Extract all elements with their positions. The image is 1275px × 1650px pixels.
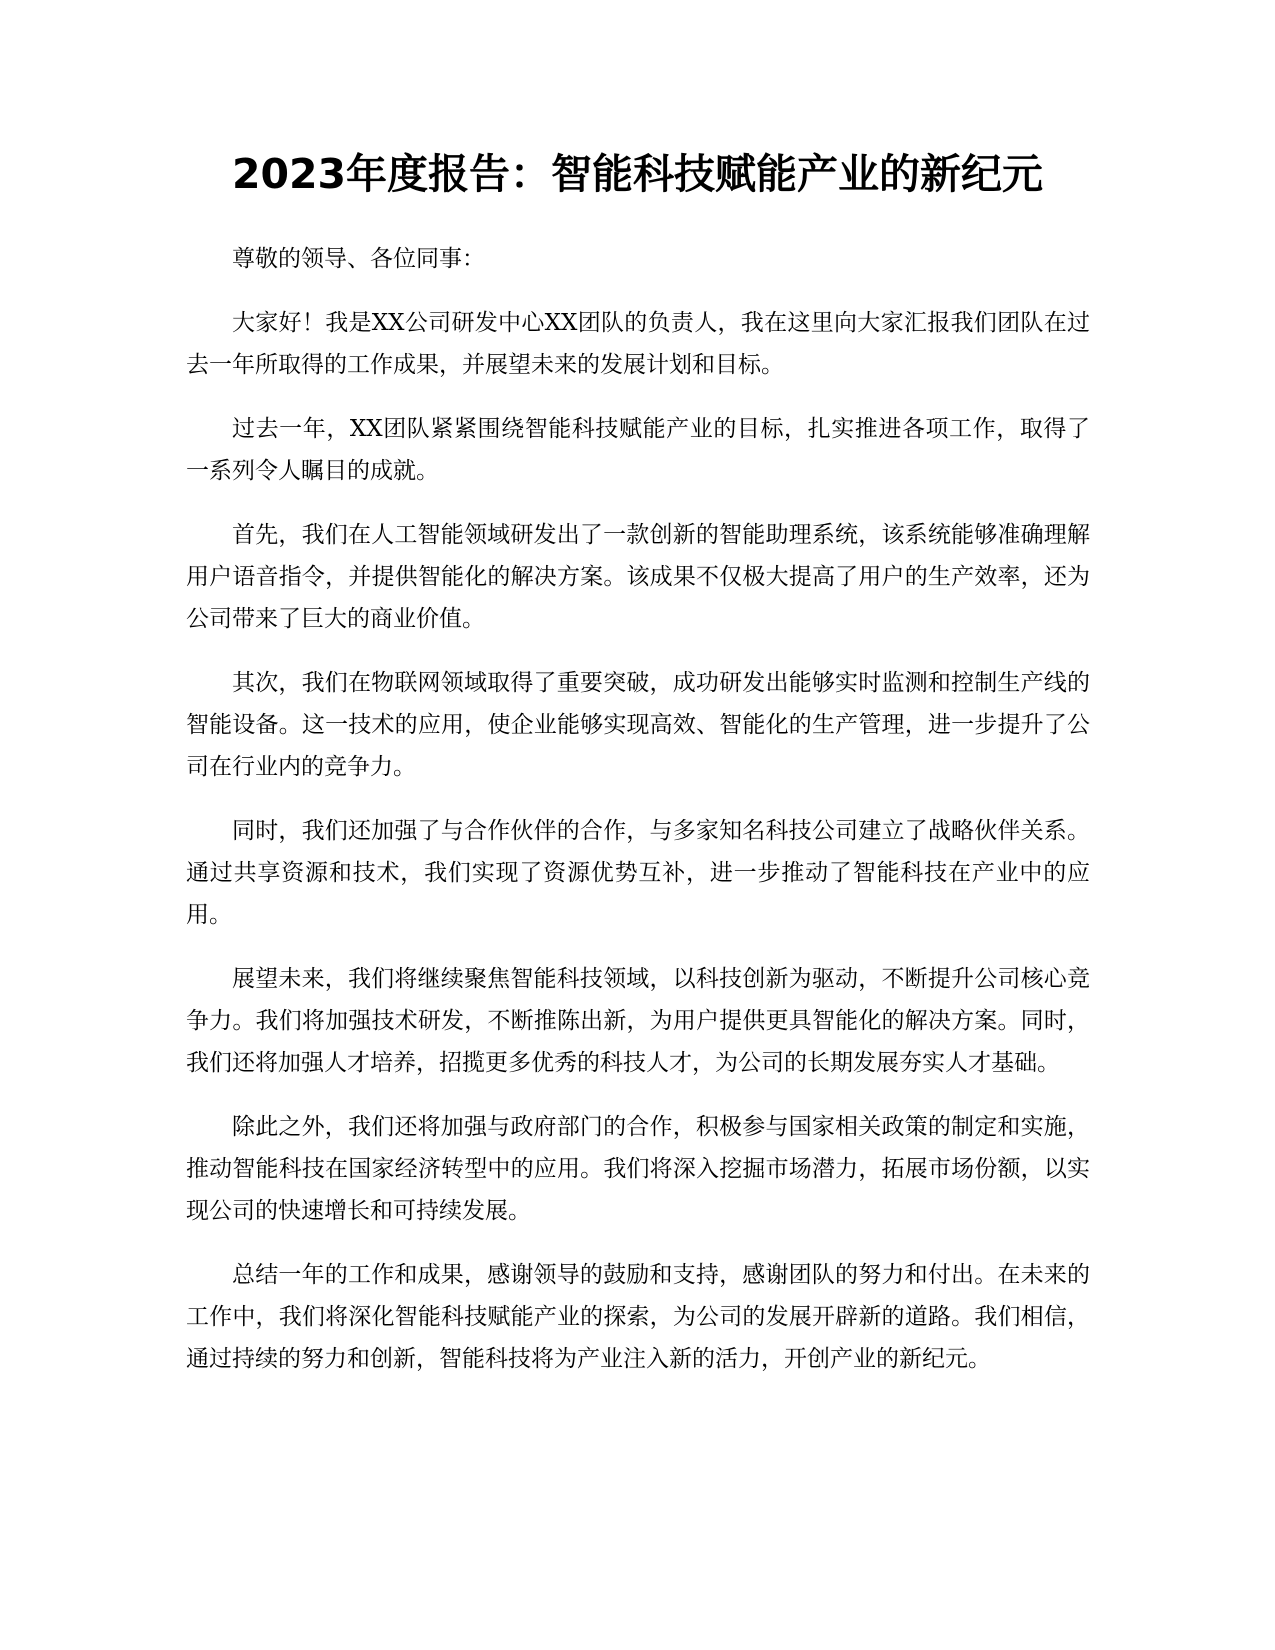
document-title: 2023年度报告：智能科技赋能产业的新纪元 xyxy=(231,150,1044,198)
paragraph-greeting: 大家好！我是XX公司研发中心XX团队的负责人，我在这里向大家汇报我们团队在过去一年所取得的工作成果，并展望未来的发展计划和目标。 xyxy=(186,310,1090,378)
paragraph-ai-achievement: 首先，我们在人工智能领域研发出了一款创新的智能助理系统，该系统能够准确理解用户语音指令，并提供智能化的解决方案。该成果不仅极大提高了用户的生产效率，还为公司带来了巨大的商业价值。 xyxy=(186,522,1090,632)
salutation: 尊敬的领导、各位同事： xyxy=(232,246,485,272)
document-body xyxy=(186,238,1090,1402)
paragraph-summary: 总结一年的工作和成果，感谢领导的鼓励和支持，感谢团队的努力和付出。在未来的工作中，我们将深化智能科技赋能产业的探索，为公司的发展开辟新的道路。我们相信，通过持续的努力和创新，智能科技将为产业注入新的活力，开创产业的新纪元。 xyxy=(186,1262,1090,1372)
paragraph-iot-achievement: 其次，我们在物联网领域取得了重要突破，成功研发出能够实时监测和控制生产线的智能设备。这一技术的应用，使企业能够实现高效、智能化的生产管理，进一步提升了公司在行业内的竞争力。 xyxy=(186,670,1090,780)
paragraph-past-year: 过去一年，XX团队紧紧围绕智能科技赋能产业的目标，扎实推进各项工作，取得了一系列令人瞩目的成就。 xyxy=(186,416,1090,484)
paragraph-partnerships: 同时，我们还加强了与合作伙伴的合作，与多家知名科技公司建立了战略伙伴关系。通过共享资源和技术，我们实现了资源优势互补，进一步推动了智能科技在产业中的应用。 xyxy=(186,818,1090,928)
paragraph-future-outlook: 展望未来，我们将继续聚焦智能科技领域，以科技创新为驱动，不断提升公司核心竞争力。我们将加强技术研发，不断推陈出新，为用户提供更具智能化的解决方案。同时，我们还将加强人才培养，招揽更多优秀的科技人才，为公司的长期发展夯实人才基础。 xyxy=(186,966,1090,1076)
paragraph-government-cooperation: 除此之外，我们还将加强与政府部门的合作，积极参与国家相关政策的制定和实施，推动智能科技在国家经济转型中的应用。我们将深入挖掘市场潜力，拓展市场份额，以实现公司的快速增长和可持续发展。 xyxy=(186,1114,1090,1224)
